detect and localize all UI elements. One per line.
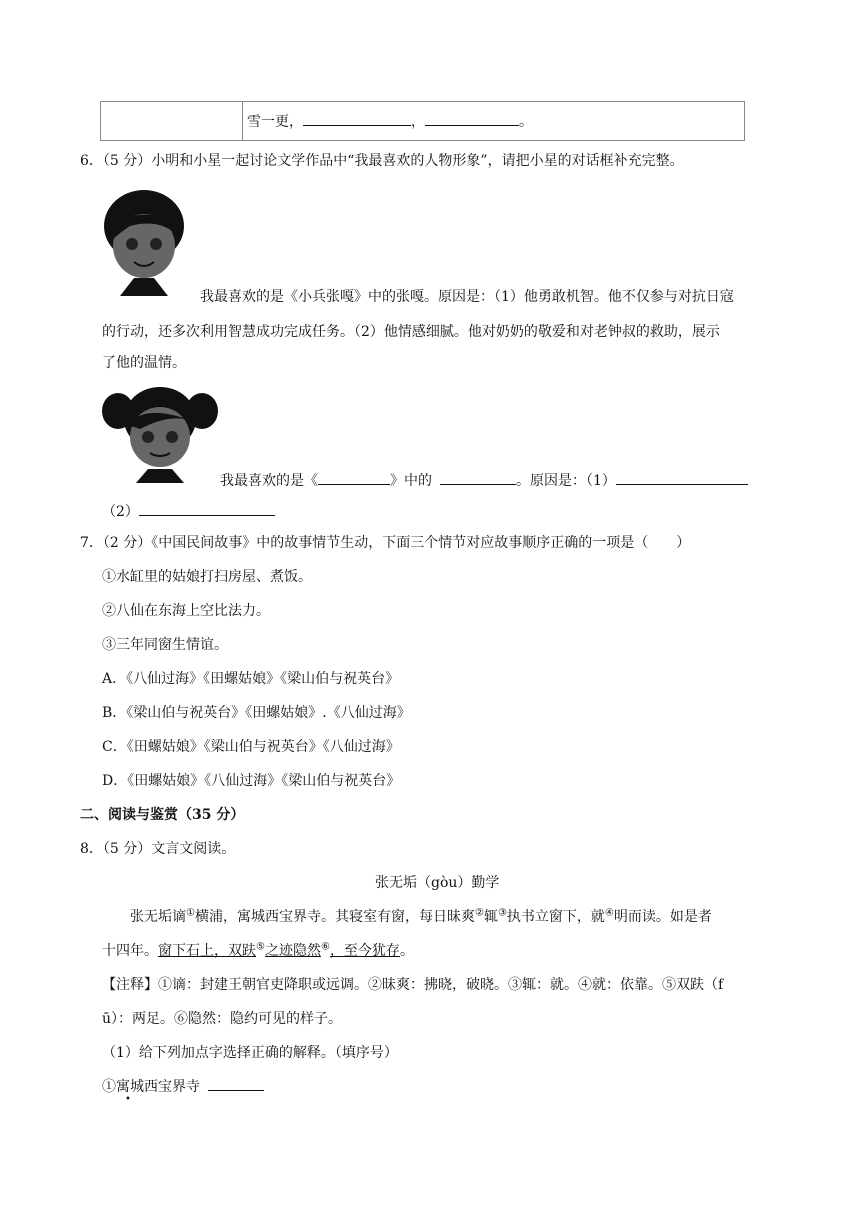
reason1-blank[interactable] — [616, 470, 748, 485]
girl-text-part4: （2） — [102, 504, 139, 520]
girl-text-part2: 》中的 — [390, 473, 432, 489]
sub-question-1-item — [102, 1076, 264, 1096]
passage-text: 执书立窗下，就 — [506, 909, 605, 925]
passage-text: 辄 — [483, 909, 498, 925]
girl-dialogue-line1 — [220, 470, 748, 490]
passage-text: 张无垢谪 — [130, 909, 186, 925]
passage-text: 明而读。如是者 — [613, 909, 712, 925]
poem-prefix: 雪一更， — [247, 114, 303, 130]
period: 。 — [519, 114, 533, 130]
q7-option-c[interactable]: C．《田螺姑娘》《梁山伯与祝英台》《八仙过海》 — [102, 739, 400, 755]
table-text-cell — [243, 102, 745, 141]
underlined-text: 之迹隐然 — [264, 943, 321, 959]
section-heading: 二、阅读与鉴赏（35 分） — [80, 807, 245, 823]
passage-text: 十四年。 — [102, 943, 158, 959]
girl-dialogue-line2 — [102, 501, 275, 521]
girl-text-part3: 。原因是：（1） — [516, 473, 616, 489]
notes-line1: 【注释】①谪：封建王朝官吏降职或远调。②昧爽：拂晓，破晓。③辄：就。④就：依靠。⑤双趺（f — [102, 977, 724, 993]
note-marker-5: ⑤ — [256, 941, 265, 953]
q7-option-b[interactable]: B．《梁山伯与祝英台》《田螺姑娘》.《八仙过海》 — [102, 705, 411, 721]
q7-option-d[interactable]: D．《田螺姑娘》《八仙过海》《梁山伯与祝英台》 — [102, 773, 401, 789]
passage-text: 。 — [399, 943, 414, 959]
character-blank[interactable] — [440, 470, 516, 485]
q7-stem: 7．（2 分）《中国民间故事》中的故事情节生动，下面三个情节对应故事顺序正确的一项是（ ） — [80, 535, 691, 551]
q5-answer-table — [100, 101, 745, 141]
boy-dialogue-line2: 的行动，还多次利用智慧成功完成任务。（2）他情感细腻。他对奶奶的敬爱和对老钟叔的救助，展示 — [102, 324, 720, 340]
underlined-text: 窗下石上，双趺 — [158, 943, 256, 959]
q7-plot1: ①水缸里的姑娘打扫房屋、煮饭。 — [102, 569, 312, 585]
girl-avatar-icon — [100, 383, 220, 483]
girl-text-part1: 我最喜欢的是《 — [220, 473, 318, 489]
note-marker-4: ④ — [604, 907, 614, 919]
passage-text: 横浦，寓城西宝界寺。其寝室有窗，每日昧爽 — [194, 909, 475, 925]
passage-line2 — [102, 940, 414, 960]
item-text: ①寓城西宝界寺 — [102, 1079, 200, 1095]
table-empty-cell — [101, 102, 243, 141]
q6-stem: 6．（5 分）小明和小星一起讨论文学作品中“我最喜欢的人物形象”，请把小星的对话框补充完整。 — [80, 153, 684, 169]
boy-dialogue-line1: 我最喜欢的是《小兵张嘎》中的张嘎。原因是：（1）他勇敢机智。他不仅参与对抗日寇 — [200, 289, 734, 305]
note-marker-1: ① — [186, 907, 195, 919]
answer-blank-1[interactable] — [303, 111, 411, 126]
boy-dialogue-line3: 了他的温情。 — [102, 355, 186, 371]
q7-plot3: ③三年同窗生情谊。 — [102, 637, 228, 653]
sub-question-1: （1）给下列加点字选择正确的解释。（填序号） — [102, 1045, 398, 1061]
notes-line2: ū）：两足。⑥隐然：隐约可见的样子。 — [102, 1011, 343, 1027]
emphasis-dot-icon: • — [125, 1094, 131, 1105]
reason2-blank[interactable] — [139, 501, 275, 516]
q7-plot2: ②八仙在东海上空比法力。 — [102, 603, 270, 619]
answer-blank-2[interactable] — [425, 111, 519, 126]
q8-stem: 8．（5 分）文言文阅读。 — [80, 841, 236, 857]
note-marker-6: ⑥ — [320, 941, 330, 953]
boy-avatar-icon — [100, 188, 188, 296]
note-marker-2: ② — [474, 907, 484, 919]
answer-blank[interactable] — [208, 1076, 264, 1091]
underlined-text: ，至今犹存 — [329, 943, 400, 959]
passage-title: 张无垢（gòu）勤学 — [375, 875, 500, 891]
passage-line1 — [130, 906, 712, 926]
q7-option-a[interactable]: A．《八仙过海》《田螺姑娘》《梁山伯与祝英台》 — [102, 671, 400, 687]
note-marker-3: ③ — [497, 907, 507, 919]
comma: ， — [411, 114, 425, 130]
book-title-blank[interactable] — [318, 470, 390, 485]
